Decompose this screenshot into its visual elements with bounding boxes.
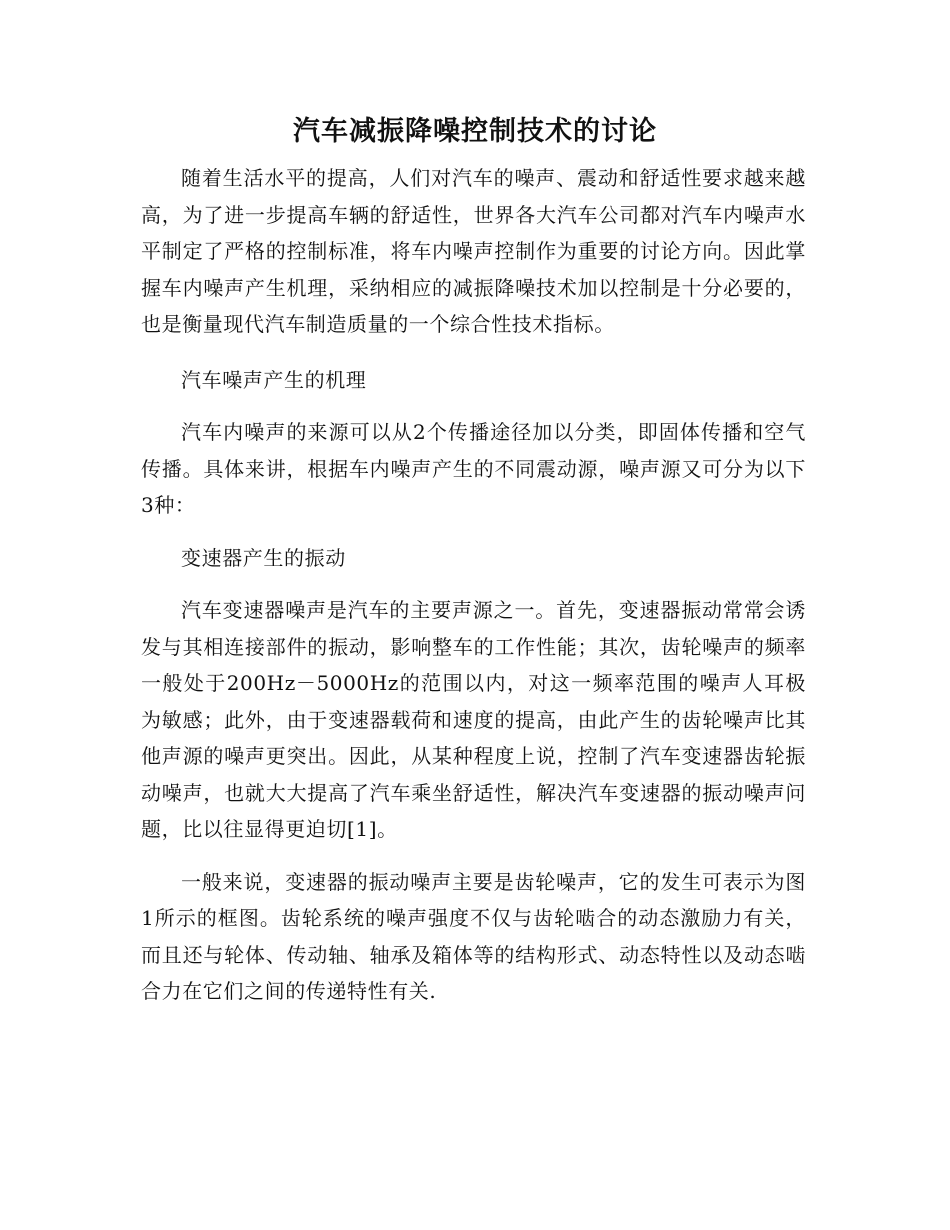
- section-heading-noise-mechanism: 汽车噪声产生的机理: [181, 367, 367, 392]
- paragraph-intro: 随着生活水平的提高，人们对汽车的噪声、震动和舒适性要求越来越高，为了进一步提高车辆的舒适性，世界各大汽车公司都对汽车内噪声水平制定了严格的控制标准，将车内噪声控制作为重要的讨论方向。因此掌握车内噪声产生机理，采纳相应的减振降噪技术加以控制是十分必要的，也是衡量现代汽车制造质量的一个综合性技术指标。: [141, 166, 806, 336]
- paragraph-gear-noise: 一般来说，变速器的振动噪声主要是齿轮噪声，它的发生可表示为图1所示的框图。齿轮系统的噪声强度不仅与齿轮啮合的动态激励力有关，而且还与轮体、传动轴、轴承及箱体等的结构形式、动态特性以及动态啮合力在它们之间的传递特性有关.: [141, 869, 806, 1003]
- document-title: 汽车减振降噪控制技术的讨论: [293, 116, 657, 147]
- paragraph-transmission-noise: 汽车变速器噪声是汽车的主要声源之一。首先，变速器振动常常会诱发与其相连接部件的振动，影响整车的工作性能；其次，齿轮噪声的频率一般处于200Hz－5000Hz的范围以内，对这一频率范围的噪声人耳极为敏感；此外，由于变速器载荷和速度的提高，由此产生的齿轮噪声比其他声源的噪声更突出。因此，从某种程度上说，控制了汽车变速器齿轮振动噪声，也就大大提高了汽车乘坐舒适性，解决汽车变速器的振动噪声问题，比以往显得更迫切[1]。: [141, 598, 806, 841]
- paragraph-noise-sources: 汽车内噪声的来源可以从2个传播途径加以分类，即固体传播和空气传播。具体来讲，根据车内噪声产生的不同震动源，噪声源又可分为以下3种：: [141, 420, 806, 517]
- document-body: [141, 160, 806, 1010]
- section-heading-transmission-vibration: 变速器产生的振动: [181, 545, 346, 570]
